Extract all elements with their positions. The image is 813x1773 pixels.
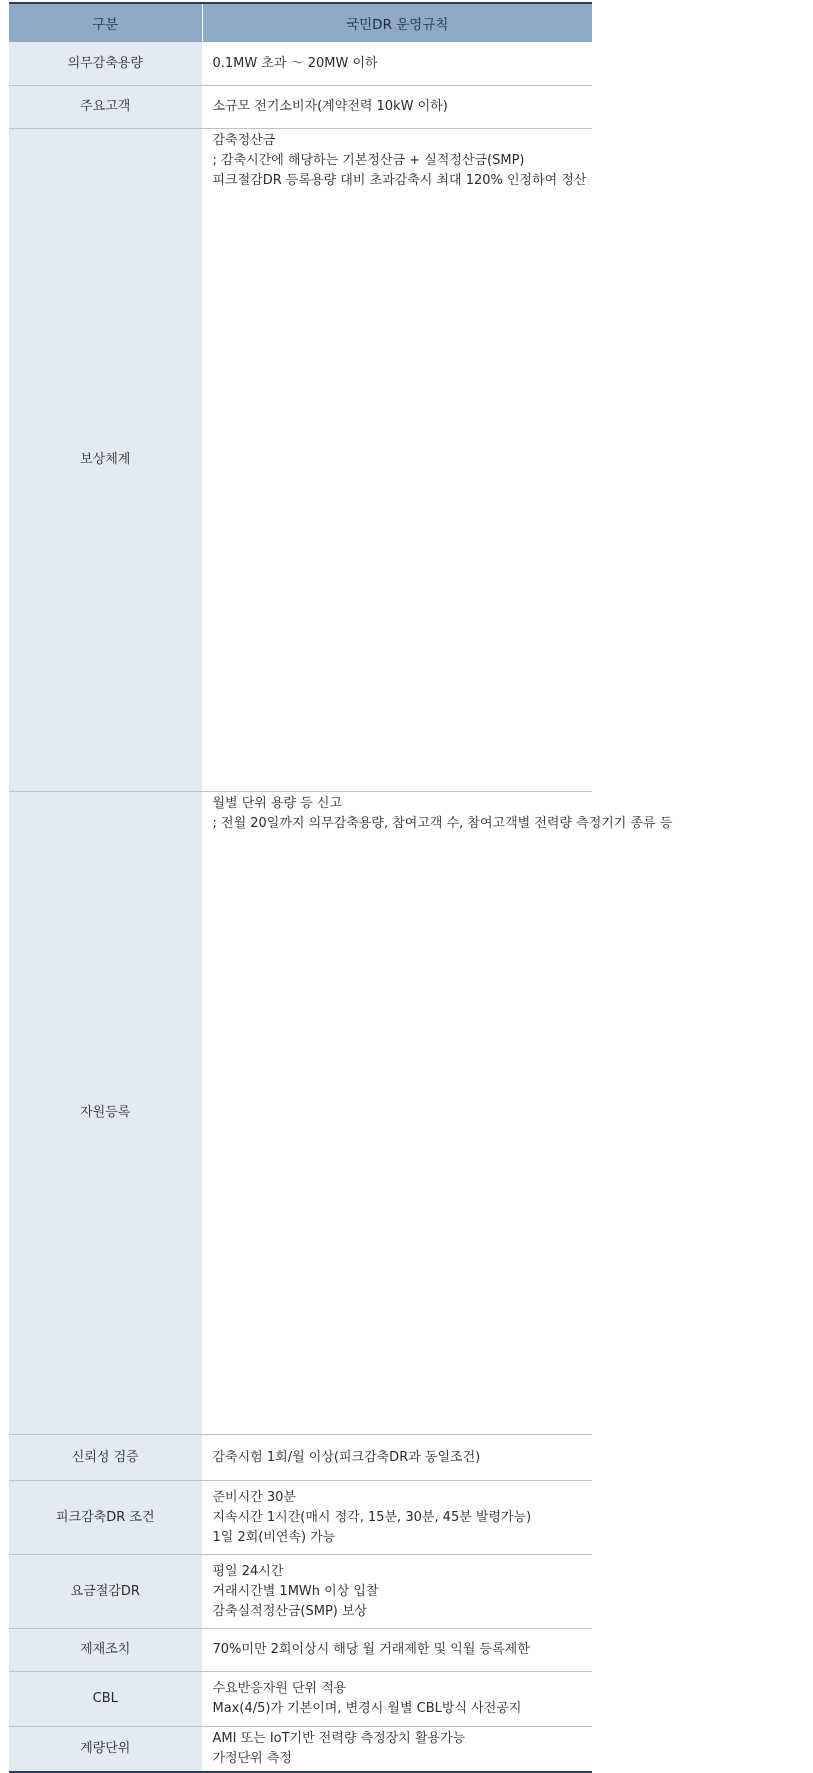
value-line: 평일 24시간 <box>212 1563 284 1579</box>
row-label: 계량단위 <box>9 1727 202 1773</box>
row-label: 의무감축용량 <box>9 42 202 86</box>
row-label: 제재조치 <box>9 1629 202 1672</box>
row-value <box>202 42 592 86</box>
table-row <box>9 86 592 129</box>
value-line: ; 전월 20일까지 의무감축용량, 참여고객 수, 참여고객별 전력량 측정기기 종류 등 <box>212 816 673 831</box>
value-line: 준비시간 30분 <box>212 1489 296 1505</box>
row-label: 보상체계 <box>9 129 202 792</box>
row-value <box>202 129 592 792</box>
table-row <box>9 1672 592 1727</box>
row-value <box>202 1672 592 1727</box>
row-value <box>202 1481 592 1555</box>
value-line: 1일 2회(비연속) 가능 <box>212 1529 336 1545</box>
table-row <box>9 1727 592 1773</box>
table-row <box>9 42 592 86</box>
row-label: 주요고객 <box>9 86 202 129</box>
table-row <box>9 1435 592 1481</box>
row-label: 요금절감DR <box>9 1555 202 1629</box>
value-line: 감축실적정산금(SMP) 보상 <box>212 1603 368 1619</box>
row-value <box>202 1629 592 1672</box>
value-line: 70%미만 2회이상시 해당 월 거래제한 및 익월 등록제한 <box>212 1642 530 1657</box>
row-label: 피크감축DR 조건 <box>9 1481 202 1555</box>
value-line: ; 감축시간에 해당하는 기본정산금 + 실적정산금(SMP) <box>212 153 525 168</box>
value-line: Max(4/5)가 기본이며, 변경시 월별 CBL방식 사전공지 <box>212 1701 522 1716</box>
value-line: 0.1MW 초과 ～ 20MW 이하 <box>212 55 378 71</box>
table-row <box>9 1481 592 1555</box>
table-row <box>9 129 592 792</box>
value-line: 가정단위 측정 <box>212 1751 292 1766</box>
value-line: 감축시험 1회/월 이상(피크감축DR과 동일조건) <box>212 1449 481 1465</box>
value-line: 감축정산금 <box>212 133 276 148</box>
row-value <box>202 792 673 1435</box>
table-row <box>9 1555 592 1629</box>
header-row <box>9 3 592 42</box>
rules-table <box>9 2 673 1773</box>
row-label: 신뢰성 검증 <box>9 1435 202 1481</box>
value-line: AMI 또는 IoT기반 전력량 측정장치 활용가능 <box>212 1731 466 1746</box>
row-label: 자원등록 <box>9 792 202 1435</box>
value-line: 지속시간 1시간(매시 정각, 15분, 30분, 45분 발령가능) <box>212 1509 532 1525</box>
header-category: 구분 <box>9 3 202 42</box>
value-line: 수요반응자원 단위 적용 <box>212 1681 347 1696</box>
table-row <box>9 1629 592 1672</box>
row-value <box>202 1555 592 1629</box>
row-value <box>202 1727 592 1773</box>
header-rules: 국민DR 운영규칙 <box>202 3 592 42</box>
row-value <box>202 86 592 129</box>
value-line: 소규모 전기소비자(계약전력 10kW 이하) <box>212 99 448 114</box>
row-label: CBL <box>9 1672 202 1727</box>
value-line: 월별 단위 용량 등 신고 <box>212 796 343 811</box>
value-line: 거래시간별 1MWh 이상 입찰 <box>212 1583 379 1599</box>
row-value <box>202 1435 592 1481</box>
table-row <box>9 792 592 1435</box>
value-line: 피크절감DR 등록용량 대비 초과감축시 최대 120% 인정하여 정산 <box>212 173 587 188</box>
